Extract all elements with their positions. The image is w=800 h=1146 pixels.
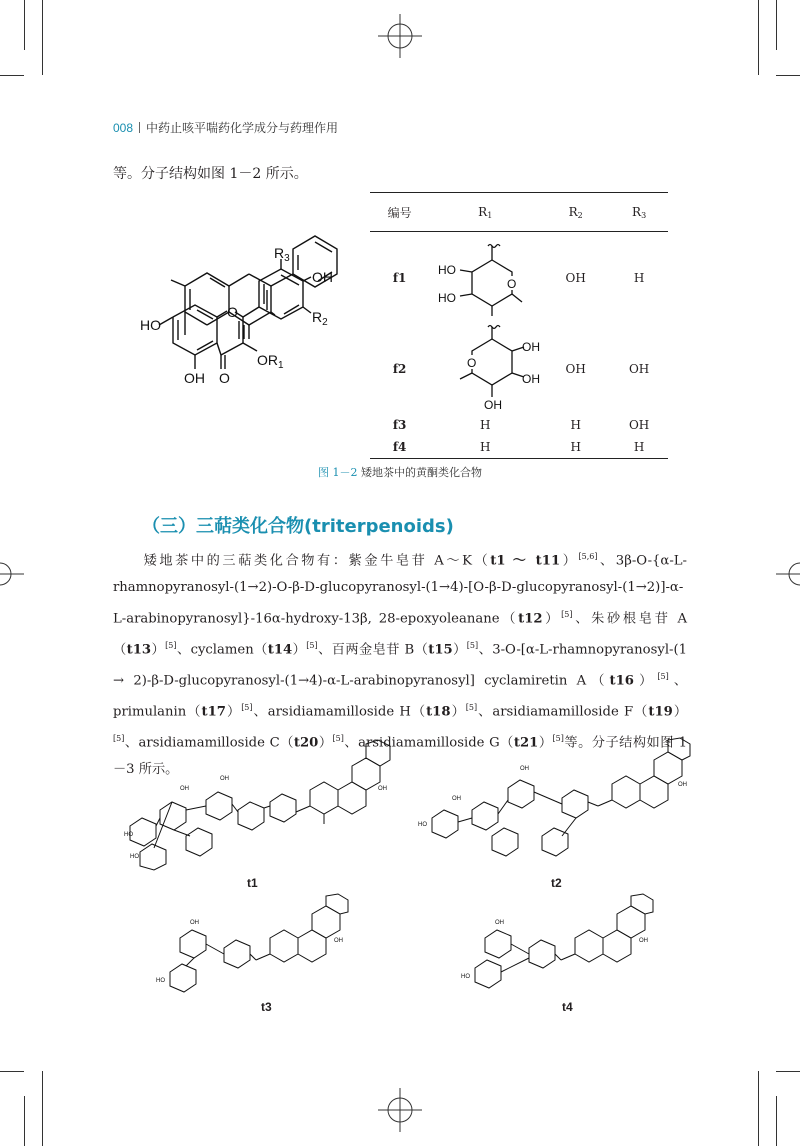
column-header: $R_3$ <box>610 193 668 232</box>
r3-label: $R_3$ <box>274 245 290 264</box>
triterpene-structure-t4 <box>455 898 695 998</box>
sugar-structure <box>429 232 541 324</box>
column-header: $R_1$ <box>429 193 541 232</box>
oh4-label: OH <box>312 269 333 285</box>
column-header: 编号 <box>370 193 429 232</box>
oh5-label: OH <box>184 370 205 386</box>
column-header: $R_2$ <box>541 193 610 232</box>
registration-mark-top <box>378 14 422 58</box>
structure-label-t4: t4 <box>562 1000 573 1014</box>
r3-cell: H <box>633 270 645 285</box>
ketone-oxygen: O <box>219 370 230 386</box>
or1-label: $OR_1$ <box>257 352 284 371</box>
row-id: f1 <box>392 270 407 285</box>
header-divider <box>139 122 140 133</box>
svg-text:HO: HO <box>130 854 139 860</box>
figure-caption-text: 矮地茶中的黄酮类化合物 <box>361 466 482 479</box>
svg-text:OH: OH <box>522 340 541 354</box>
r1-cell: H <box>429 436 541 458</box>
r2-label: $R_2$ <box>312 309 328 328</box>
section-heading: （三）三萜类化合物(triterpenoids) <box>142 516 454 537</box>
running-header <box>113 119 338 136</box>
triterpene-structure-t2 <box>412 740 692 870</box>
svg-text:OH: OH <box>334 938 343 944</box>
structure-label-t1: t1 <box>247 876 258 890</box>
r3-cell: OH <box>628 361 650 376</box>
svg-text:OH: OH <box>180 786 189 792</box>
svg-text:HO: HO <box>438 263 457 277</box>
svg-text:OH: OH <box>190 920 199 926</box>
svg-text:HO: HO <box>418 822 427 828</box>
r2-cell: OH <box>565 361 586 376</box>
registration-mark-left <box>0 554 24 594</box>
table-header-row <box>370 193 668 232</box>
ho7-label: HO <box>140 317 161 333</box>
svg-text:OH: OH <box>220 776 229 782</box>
svg-text:O: O <box>507 277 517 291</box>
svg-text:OH: OH <box>452 796 461 802</box>
rhamnose-structure-f2 <box>430 323 540 411</box>
table-row <box>370 414 668 436</box>
svg-text:HO: HO <box>438 291 457 305</box>
substituent-table <box>370 192 668 459</box>
triterpene-structure-t3 <box>150 898 390 998</box>
svg-text:OH: OH <box>378 786 387 792</box>
table-row <box>370 436 668 458</box>
row-id: f3 <box>392 418 407 432</box>
lead-text: 等。分子结构如图 1－2 所示。 <box>113 166 308 182</box>
table-row <box>370 232 668 324</box>
r3-cell: H <box>610 436 668 458</box>
page-number: 008 <box>113 121 134 135</box>
r3-cell: OH <box>628 418 650 432</box>
row-id: f2 <box>392 361 407 376</box>
ring-oxygen: O <box>227 304 238 320</box>
r1-cell: H <box>479 418 491 432</box>
r2-cell: OH <box>565 270 586 285</box>
r2-cell: H <box>541 436 610 458</box>
rhamnose-structure-f1 <box>430 232 540 320</box>
svg-text:OH: OH <box>639 938 648 944</box>
svg-text:HO: HO <box>156 978 165 984</box>
svg-text:OH: OH <box>522 372 541 386</box>
structure-label-t3: t3 <box>261 1000 272 1014</box>
svg-text:HO: HO <box>461 974 470 980</box>
triterpene-structure-t1 <box>120 740 400 870</box>
row-id: f4 <box>370 436 429 458</box>
sugar-structure <box>429 323 541 414</box>
table-row <box>370 323 668 414</box>
svg-text:HO: HO <box>124 832 133 838</box>
figure-caption <box>0 464 800 480</box>
body-paragraph: 矮地茶中的三萜类化合物有：紫金牛皂苷 A～K（t1 ～ t11）[5,6]、3β-O-{α-L-rhamnopyranosyl-(1→2)-O-β-D-glucopyranosyl-(1→4)-[O-β-D-glucopyranosyl-(1→2)]-α-L-arabinopyranosyl}-16α-hydroxy-13β, 28-epoxyoleanane（t12）[5]、朱砂根皂苷 A（t13）[5]、cyclamen（t14）[5]、百两金皂苷 B（t15）[5]、3-O-[α-L-rhamnopyranosyl-(1 → 2)-β-D-glucopyranosyl-(1→4)-α-L-arabinopyranosyl] cyclamiretin A（t16）[5]、primulanin（t17）[5]、arsidiamamilloside H（t18）[5]、arsidiamamilloside F（t19）[5]、arsidiamamilloside C（t20）[5]、arsidiamamilloside G（t21）[5]等。分子结构如图 1－3 所示。 <box>113 552 688 777</box>
registration-mark-right <box>776 554 800 594</box>
svg-text:OH: OH <box>678 782 687 788</box>
svg-text:OH: OH <box>520 766 529 772</box>
figure-number: 图 1－2 <box>318 466 358 479</box>
svg-text:O: O <box>467 356 477 370</box>
svg-text:OH: OH <box>484 398 503 412</box>
r2-cell: H <box>570 418 581 432</box>
flavonoid-structure <box>135 245 365 395</box>
book-title: 中药止咳平喘药化学成分与药理作用 <box>146 121 339 135</box>
registration-mark-bottom <box>378 1088 422 1132</box>
structure-label-t2: t2 <box>551 876 562 890</box>
svg-text:OH: OH <box>495 920 504 926</box>
